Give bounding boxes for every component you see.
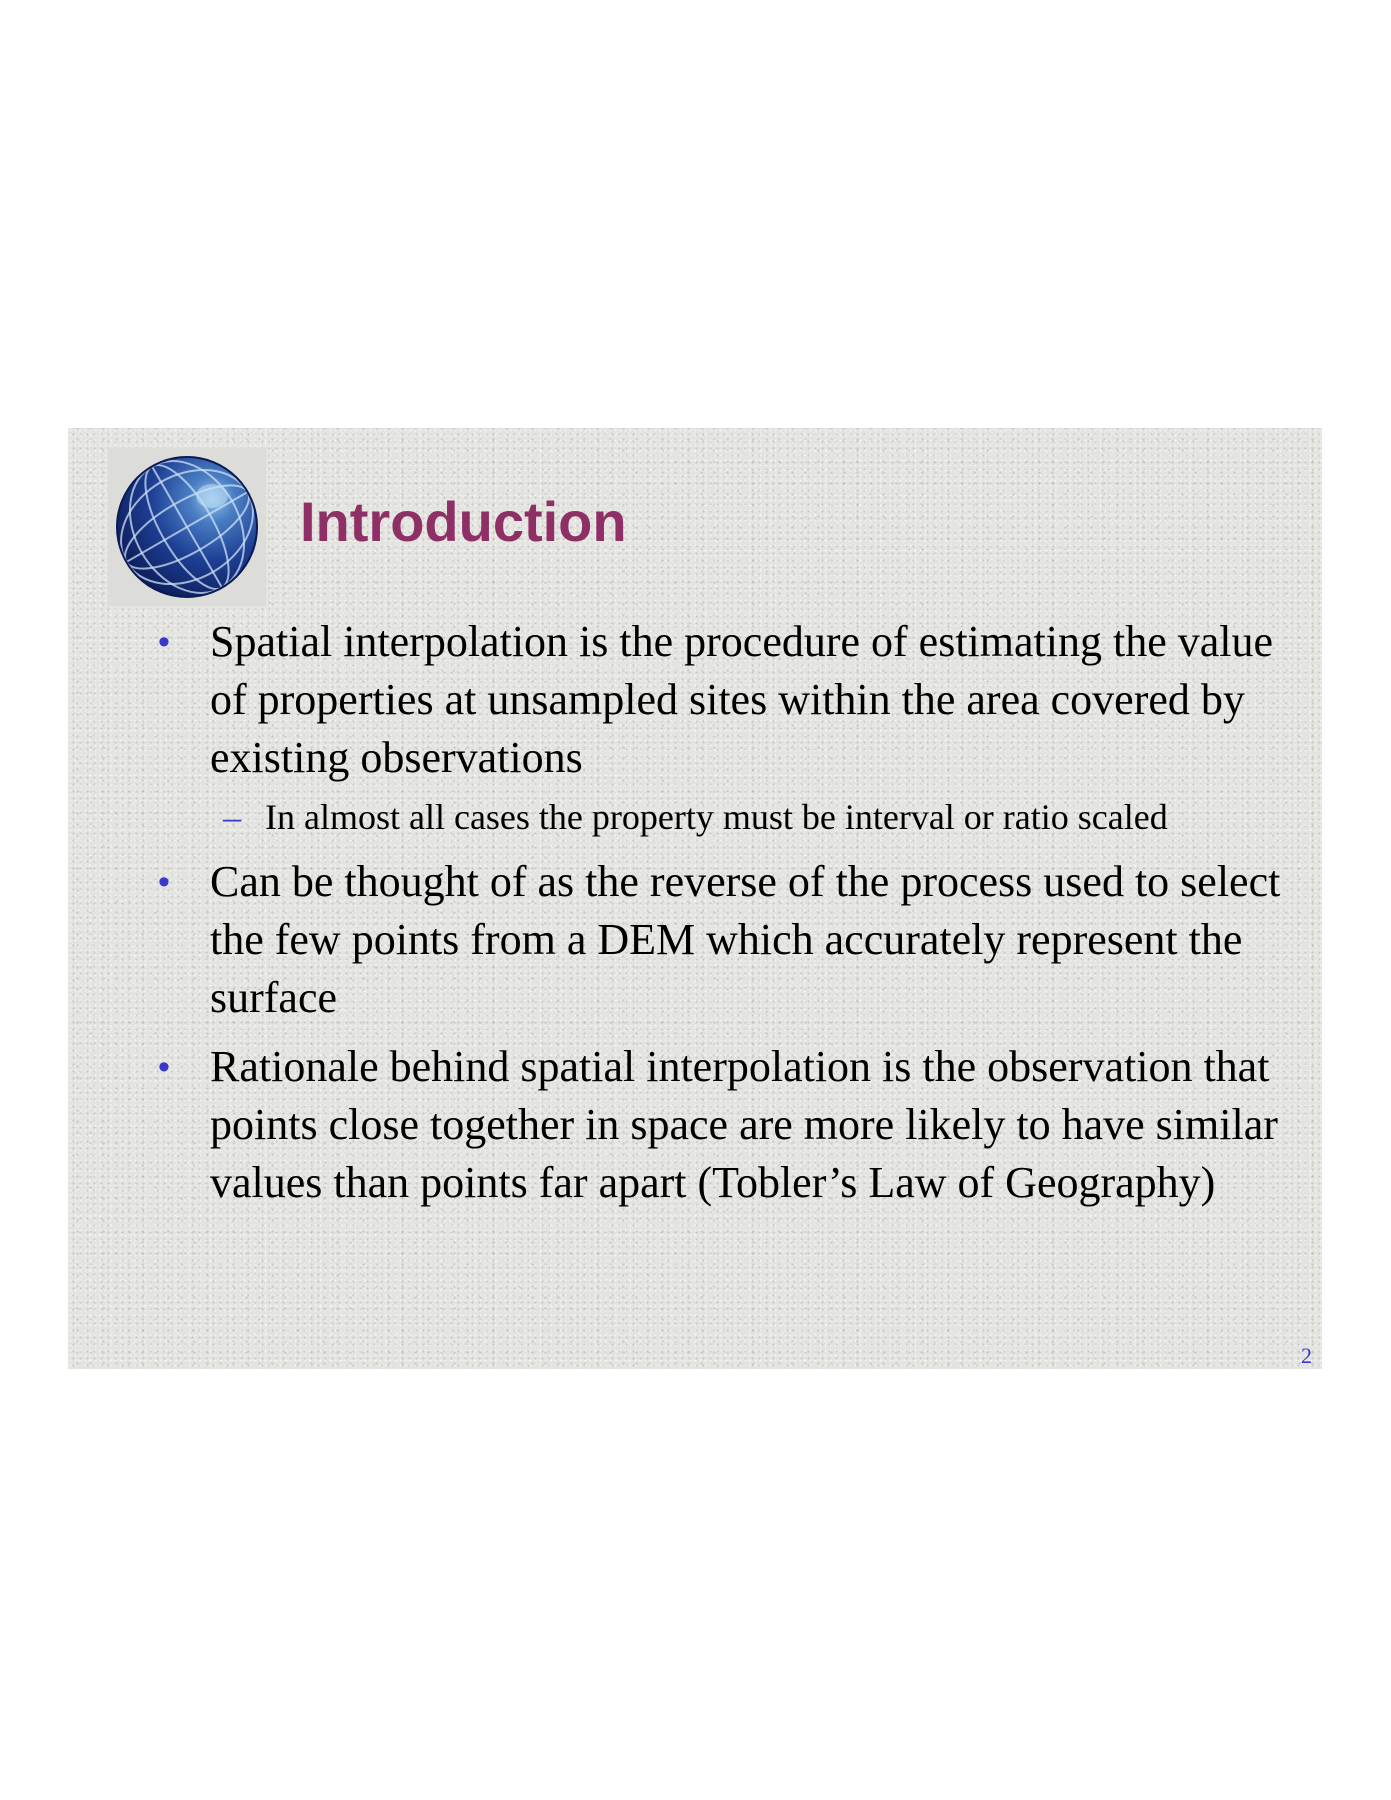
bullet-marker: • — [158, 1048, 170, 1086]
bullet-text: Rationale behind spatial interpolation is the observation that points close together in space are more likely to have similar values than points far apart (Tobler’s Law of Geography) — [210, 1042, 1278, 1207]
bullet-marker: • — [158, 863, 170, 901]
bullet-text: Spatial interpolation is the procedure of estimating the value of properties at unsampled sites within the area covered by existing observations — [210, 617, 1274, 782]
bullet-item — [158, 1038, 1288, 1212]
sub-bullet-marker: – — [223, 797, 241, 837]
bullet-item — [158, 853, 1288, 1027]
sub-bullet-text: In almost all cases the property must be interval or ratio scaled — [265, 797, 1168, 837]
page-number: 2 — [1301, 1343, 1312, 1368]
slide — [68, 428, 1322, 1369]
bullet-marker: • — [158, 623, 170, 661]
globe-icon — [108, 448, 266, 606]
slide-title: Introduction — [300, 490, 627, 553]
bullet-text: Can be thought of as the reverse of the process used to select the few points from a DEM which accurately represent the surface — [210, 857, 1281, 1022]
bullet-list — [158, 613, 1288, 1212]
bullet-item — [158, 613, 1288, 787]
sub-bullet-item — [158, 793, 1288, 842]
